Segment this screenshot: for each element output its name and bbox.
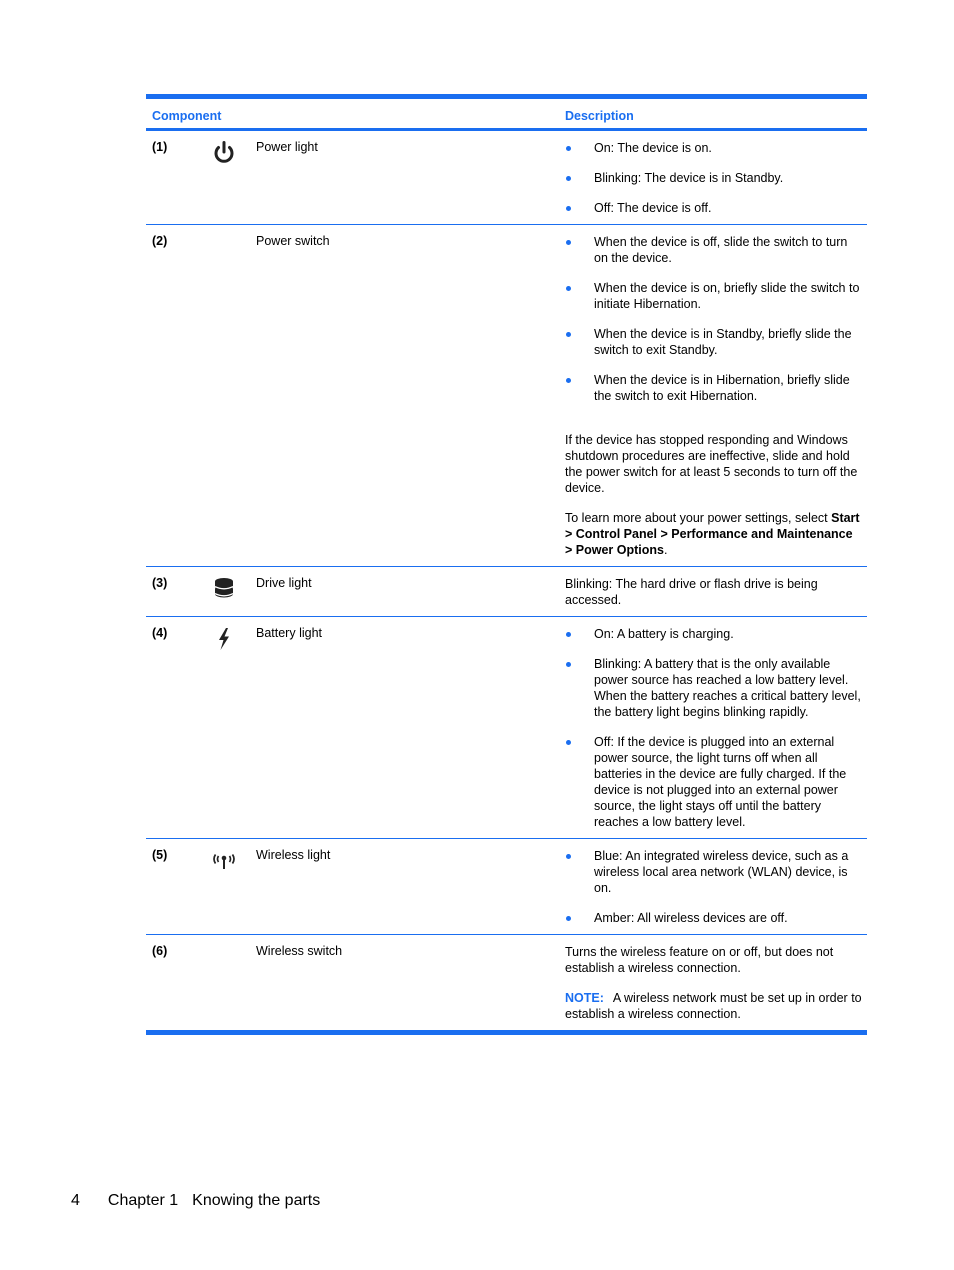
description: [565, 617, 863, 838]
row-number: (2): [152, 234, 168, 248]
row-number: (6): [152, 944, 168, 958]
chapter-title: Knowing the parts: [192, 1192, 321, 1209]
list-item: When the device is off, slide the switch to turn on the device.: [565, 234, 863, 266]
table-row: [146, 839, 867, 935]
list-item: When the device is on, briefly slide the switch to initiate Hibernation.: [565, 280, 863, 312]
description: [565, 225, 863, 566]
table-row: [146, 935, 867, 1030]
table-bottom-rule: [146, 1030, 867, 1035]
battery-charge-icon: [210, 625, 238, 653]
note-text: A wireless network must be set up in order to establish a wireless connection.: [565, 991, 862, 1021]
header-description: Description: [565, 109, 634, 123]
table-row: [146, 225, 867, 567]
list-item: Off: If the device is plugged into an external power source, the light turns off when all batteries in the device are fully charged. If the device is not plugged into an external power source, the light stays off until the battery reaches a low battery level.: [565, 734, 863, 830]
list-item: When the device is in Standby, briefly slide the switch to exit Standby.: [565, 326, 863, 358]
list-item: Blue: An integrated wireless device, such as a wireless local area network (WLAN) device, is on.: [565, 848, 863, 896]
row-number: (5): [152, 848, 168, 862]
description: [565, 935, 863, 1030]
row-number: (4): [152, 626, 168, 640]
page-number: 4: [71, 1192, 80, 1209]
list-item: On: A battery is charging.: [565, 626, 863, 642]
table-row: [146, 567, 867, 617]
paragraph: [565, 510, 863, 558]
wireless-icon: [210, 847, 238, 875]
list-item: On: The device is on.: [565, 140, 863, 156]
paragraph: If the device has stopped responding and Windows shutdown procedures are ineffective, slide and hold the power switch for at least 5 seconds to turn off the device.: [565, 433, 858, 495]
component-name: Wireless switch: [256, 944, 343, 958]
table-header: [146, 99, 867, 131]
table-row: [146, 617, 867, 839]
list-item: Off: The device is off.: [565, 200, 863, 216]
chapter-label: Chapter 1: [107, 1192, 179, 1209]
list-item: When the device is in Hibernation, briefly slide the switch to exit Hibernation.: [565, 372, 863, 404]
paragraph: Blinking: The hard drive or flash drive is being accessed.: [565, 577, 818, 607]
list-item: Blinking: A battery that is the only available power source has reached a low battery level. When the battery reaches a critical battery level, the battery light begins blinking rapidly.: [565, 656, 863, 720]
component-name: Power light: [256, 140, 318, 154]
row-number: (1): [152, 140, 168, 154]
component-name: Power switch: [256, 234, 330, 248]
note: [565, 990, 863, 1022]
page-footer: [71, 1192, 320, 1210]
power-icon: [210, 139, 238, 167]
drive-icon: [210, 575, 238, 603]
list-item: Blinking: The device is in Standby.: [565, 170, 863, 186]
component-name: Wireless light: [256, 848, 331, 862]
component-name: Battery light: [256, 626, 323, 640]
description: [565, 567, 863, 616]
paragraph-text: To learn more about your power settings, select: [565, 511, 832, 525]
header-component: Component: [152, 109, 222, 123]
description: [565, 839, 863, 934]
paragraph: Turns the wireless feature on or off, but does not establish a wireless connection.: [565, 945, 834, 975]
components-table: [146, 94, 867, 1035]
description: [565, 131, 863, 224]
row-number: (3): [152, 576, 168, 590]
paragraph-suffix: .: [663, 543, 668, 557]
table-row: [146, 131, 867, 225]
menu-path: Start > Control Panel > Performance and Maintenance > Power Options: [565, 511, 860, 557]
component-name: Drive light: [256, 576, 312, 590]
list-item: Amber: All wireless devices are off.: [565, 910, 863, 926]
note-label: NOTE:: [565, 991, 604, 1005]
